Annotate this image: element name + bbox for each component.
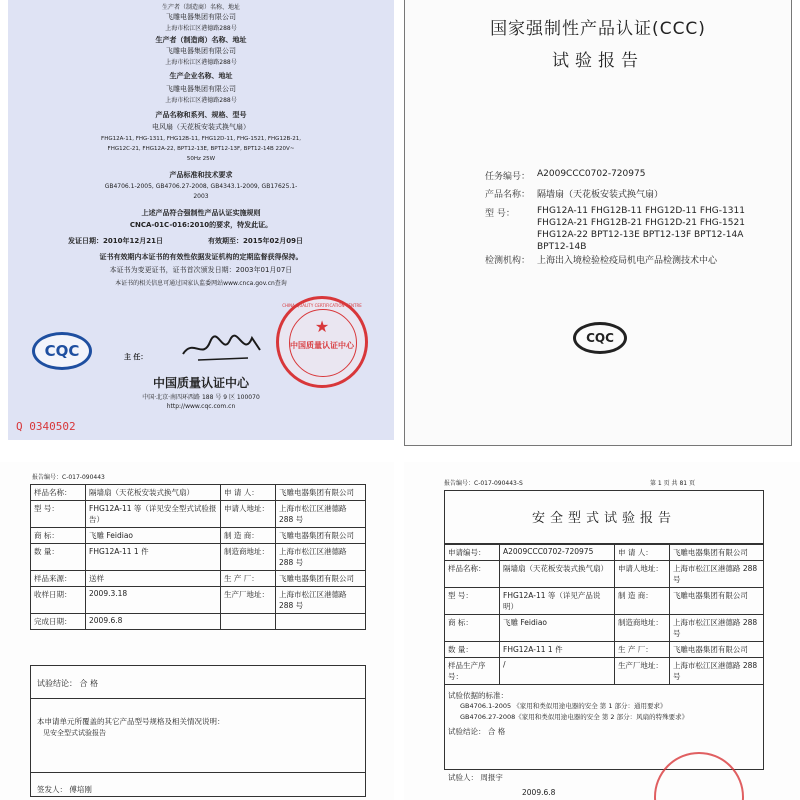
cert-signer-label: 主 任： xyxy=(124,353,148,361)
table-row xyxy=(31,501,366,528)
table-row xyxy=(31,587,366,614)
cert-product-label: 产品名称和系列、规格、型号 xyxy=(155,111,247,119)
cover-model-2: FHG12A-21 FHG12B-21 FHG12D-21 FHG-1521 xyxy=(537,218,745,228)
report-a-note-2: 见安全型式试验报告 xyxy=(43,729,106,737)
table-cell-v1: 飞雕 Feidiao xyxy=(86,528,221,544)
cert-factory-name: 飞雕电器集团有限公司 xyxy=(166,85,236,93)
report-b-date: 2009.6.8 xyxy=(522,788,556,797)
cover-subtitle: 试验报告 xyxy=(552,51,644,71)
cover-title: 国家强制性产品认证(CCC) xyxy=(490,19,706,39)
cert-std-2: 2003 xyxy=(193,193,209,200)
table-cell-l2: 申请人地址： xyxy=(614,561,669,588)
report-a-divider-2 xyxy=(31,772,365,773)
cert-header: 生产者（制造商）名称、地址 xyxy=(161,4,240,11)
table-cell-l2: 申请人地址： xyxy=(220,501,275,528)
cert-factory-label: 生产企业名称、地址 xyxy=(169,72,233,80)
table-row xyxy=(31,571,366,587)
cert-models-3: 50Hz 25W xyxy=(186,156,216,162)
cert-note-1: 证书有效期内本证书的有效性依据发证机构的定期监督获得保持。 xyxy=(99,253,303,261)
cert-std-label: 产品标准和技术要求 xyxy=(169,171,233,179)
table-cell-l1: 样品名称： xyxy=(445,561,500,588)
seal-star-icon: ★ xyxy=(314,317,330,336)
ccc-report-cover xyxy=(404,0,792,446)
table-cell-v1: 2009.6.8 xyxy=(86,614,221,630)
table-cell-v2: 飞雕电器集团有限公司 xyxy=(669,642,763,658)
table-cell-v2: 飞雕电器集团有限公司 xyxy=(275,528,365,544)
report-b-title: 安全型式试验报告 xyxy=(531,511,676,526)
report-b-number: 报告编号：C-017-090443-S xyxy=(444,480,523,487)
table-cell-l2: 制 造 商： xyxy=(220,528,275,544)
table-cell-l2: 生 产 厂： xyxy=(614,642,669,658)
cert-website: http://www.cqc.com.cn xyxy=(166,403,236,410)
table-row xyxy=(445,561,764,588)
cover-lab-label: 检测机构： xyxy=(485,256,531,266)
cert-maker-name: 飞雕电器集团有限公司 xyxy=(166,47,236,55)
table-cell-v2: 上海市松江区港德路 288 号 xyxy=(669,658,763,685)
table-cell-v1: 送样 xyxy=(86,571,221,587)
cert-maker-label: 生产者（制造商）名称、地址 xyxy=(155,36,247,44)
table-cell-l1: 完成日期： xyxy=(31,614,86,630)
seal-ring-text: CHINA QUALITY CERTIFICATION CENTRE xyxy=(282,303,362,308)
seal-center-text: 中国质量认证中心 xyxy=(290,341,354,350)
cover-model-4: BPT12-14B xyxy=(537,242,587,252)
table-row xyxy=(31,485,366,501)
cert-serial-number: 0340502 xyxy=(29,420,76,433)
table-cell-l1: 商 标： xyxy=(445,615,500,642)
cover-product-value: 隔墙扇（天花板安装式换气扇） xyxy=(537,190,664,200)
cert-models-2: FHG12C-21, FHG12A-22, BPT12-13E, BPT12-13F, BPT12-14B 220V~ xyxy=(107,146,295,152)
table-cell-l1: 数 量： xyxy=(31,544,86,571)
cert-factory-addr: 上海市松江区港德路288号 xyxy=(165,97,237,104)
cert-applicant-addr: 上海市松江区港德路288号 xyxy=(165,25,237,32)
table-cell-v2: 上海市松江区港德路 288 号 xyxy=(275,501,365,528)
table-row xyxy=(31,528,366,544)
table-cell-v1: 隔墙扇（天花板安装式换气扇） xyxy=(500,561,615,588)
table-row xyxy=(31,614,366,630)
report-b-page: 第 1 页 共 81 页 xyxy=(650,480,695,487)
table-row xyxy=(445,545,764,561)
table-cell-l2: 制 造 商： xyxy=(614,588,669,615)
cert-rule-1: 上述产品符合强制性产品认证实施规则 xyxy=(141,209,261,217)
cert-note-3: 本证书的相关信息可通过国家认监委网站www.cnca.gov.cn查询 xyxy=(115,280,287,287)
cert-center-addr: 中国·北京·南四环西路 188 号 9 区 100070 xyxy=(142,394,260,401)
report-b-conclusion: 试验结论： 合 格 xyxy=(448,727,506,736)
cert-std-1: GB4706.1-2005, GB4706.27-2008, GB4343.1-2009, GB17625.1- xyxy=(104,183,298,190)
cqc-logo xyxy=(32,332,92,370)
table-cell-v2: 上海市松江区港德路 288 号 xyxy=(275,587,365,614)
report-a-divider xyxy=(31,698,365,699)
table-cell-v2: 上海市松江区港德路 288 号 xyxy=(275,544,365,571)
report-b-basis-label: 试验依据的标准： xyxy=(448,691,508,700)
table-cell-l1: 型 号： xyxy=(445,588,500,615)
report-b-tester: 试验人： 周报宇 xyxy=(448,773,503,782)
table-cell-l1: 申请编号： xyxy=(445,545,500,561)
table-cell-v1: / xyxy=(500,658,615,685)
safety-type-test-report xyxy=(404,462,800,800)
cover-cqc-logo-text: CQC xyxy=(586,331,614,345)
table-cell-v1: FHG12A-11 1 件 xyxy=(86,544,221,571)
cert-serial xyxy=(16,420,76,433)
table-cell-v1: FHG12A-11 等（详见安全型式试验报告） xyxy=(86,501,221,528)
table-cell-l1: 样品来源： xyxy=(31,571,86,587)
table-row xyxy=(31,544,366,571)
report-a-table xyxy=(30,484,366,630)
table-row xyxy=(445,642,764,658)
report-b-basis-1: GB4706.1-2005 《家用和类似用途电器的安全 第 1 部分：通用要求》 xyxy=(460,702,667,710)
report-a-number: 报告编号：C-017-090443 xyxy=(32,474,105,481)
table-cell-l2 xyxy=(220,614,275,630)
table-cell-l2: 生产厂地址： xyxy=(220,587,275,614)
report-b-table xyxy=(444,544,764,685)
table-cell-v1: 隔墙扇（天花板安装式换气扇） xyxy=(86,485,221,501)
cert-center-name: 中国质量认证中心 xyxy=(152,376,249,390)
cover-product-label: 产品名称： xyxy=(485,190,531,200)
report-a-signer: 签发人： 傅培刚 xyxy=(37,785,92,794)
director-signature xyxy=(178,330,268,366)
table-cell-l2: 生产厂地址： xyxy=(614,658,669,685)
report-a-conclusion: 试验结论： 合 格 xyxy=(37,679,99,688)
table-cell-l2: 生 产 厂： xyxy=(220,571,275,587)
table-cell-l1: 数 量： xyxy=(445,642,500,658)
table-cell-l1: 商 标： xyxy=(31,528,86,544)
report-a-lower-box xyxy=(30,665,366,797)
cover-task-value: A2009CCC0702-720975 xyxy=(537,169,646,179)
ccc-certificate xyxy=(8,0,394,440)
table-cell-v1: A2009CCC0702-720975 xyxy=(500,545,615,561)
cert-serial-prefix: Q xyxy=(16,420,23,433)
cover-task-label: 任务编号： xyxy=(485,172,531,182)
cert-models-1: FHG12A-11, FHG-1311, FHG12B-11, FHG12D-11, FHG-1521, FHG12B-21, xyxy=(101,136,301,142)
cert-issue-date: 发证日期：2010年12月21日 xyxy=(68,237,163,245)
cert-product-name: 电风扇（天花板安装式换气扇） xyxy=(152,123,250,131)
table-cell-l1: 样品名称： xyxy=(31,485,86,501)
cert-applicant-name: 飞雕电器集团有限公司 xyxy=(166,13,236,21)
table-cell-v2: 飞雕电器集团有限公司 xyxy=(669,588,763,615)
test-report-summary xyxy=(0,462,394,800)
table-cell-v2: 飞雕电器集团有限公司 xyxy=(275,571,365,587)
table-row xyxy=(445,658,764,685)
cover-model-3: FHG12A-22 BPT12-13E BPT12-13F BPT12-14A xyxy=(537,230,744,240)
table-cell-v1: 2009.3.18 xyxy=(86,587,221,614)
cert-maker-addr: 上海市松江区港德路288号 xyxy=(165,59,237,66)
table-cell-v1: FHG12A-11 1 件 xyxy=(500,642,615,658)
table-cell-v2 xyxy=(275,614,365,630)
table-cell-v2: 飞雕电器集团有限公司 xyxy=(275,485,365,501)
table-cell-l2: 制造商地址： xyxy=(614,615,669,642)
table-row xyxy=(445,588,764,615)
cqc-logo-text: CQC xyxy=(44,342,80,360)
table-cell-l2: 申 请 人： xyxy=(614,545,669,561)
table-cell-v2: 飞雕电器集团有限公司 xyxy=(669,545,763,561)
table-cell-l2: 申 请 人： xyxy=(220,485,275,501)
table-cell-l2: 制造商地址： xyxy=(220,544,275,571)
cert-rule-2: CNCA-01C-016:2010的要求，特发此证。 xyxy=(129,221,273,229)
report-a-note-1: 本申请单元所覆盖的其它产品型号规格及相关情况说明： xyxy=(37,717,225,726)
table-cell-l1: 样品生产序号： xyxy=(445,658,500,685)
table-cell-l1: 收样日期： xyxy=(31,587,86,614)
table-cell-v2: 上海市松江区港德路 288 号 xyxy=(669,615,763,642)
cert-valid-date: 有效期至：2015年02月09日 xyxy=(208,237,303,245)
table-cell-v1: 飞雕 Feidiao xyxy=(500,615,615,642)
cert-note-2: 本证书为变更证书，证书首次颁发日期：2003年01月07日 xyxy=(109,266,293,274)
table-cell-l1: 型 号： xyxy=(31,501,86,528)
report-b-basis-2: GB4706.27-2008《家用和类似用途电器的安全 第 2 部分：风扇的特殊要求》 xyxy=(460,713,689,721)
cover-lab-value: 上海出入境检验检疫局机电产品检测技术中心 xyxy=(537,256,718,266)
cover-model-label: 型 号： xyxy=(485,209,515,219)
cover-cqc-logo xyxy=(573,322,627,354)
table-row xyxy=(445,615,764,642)
table-cell-v2: 上海市松江区港德路 288 号 xyxy=(669,561,763,588)
table-cell-v1: FHG12A-11 等（详见产品说明） xyxy=(500,588,615,615)
cover-model-1: FHG12A-11 FHG12B-11 FHG12D-11 FHG-1311 xyxy=(537,206,745,216)
